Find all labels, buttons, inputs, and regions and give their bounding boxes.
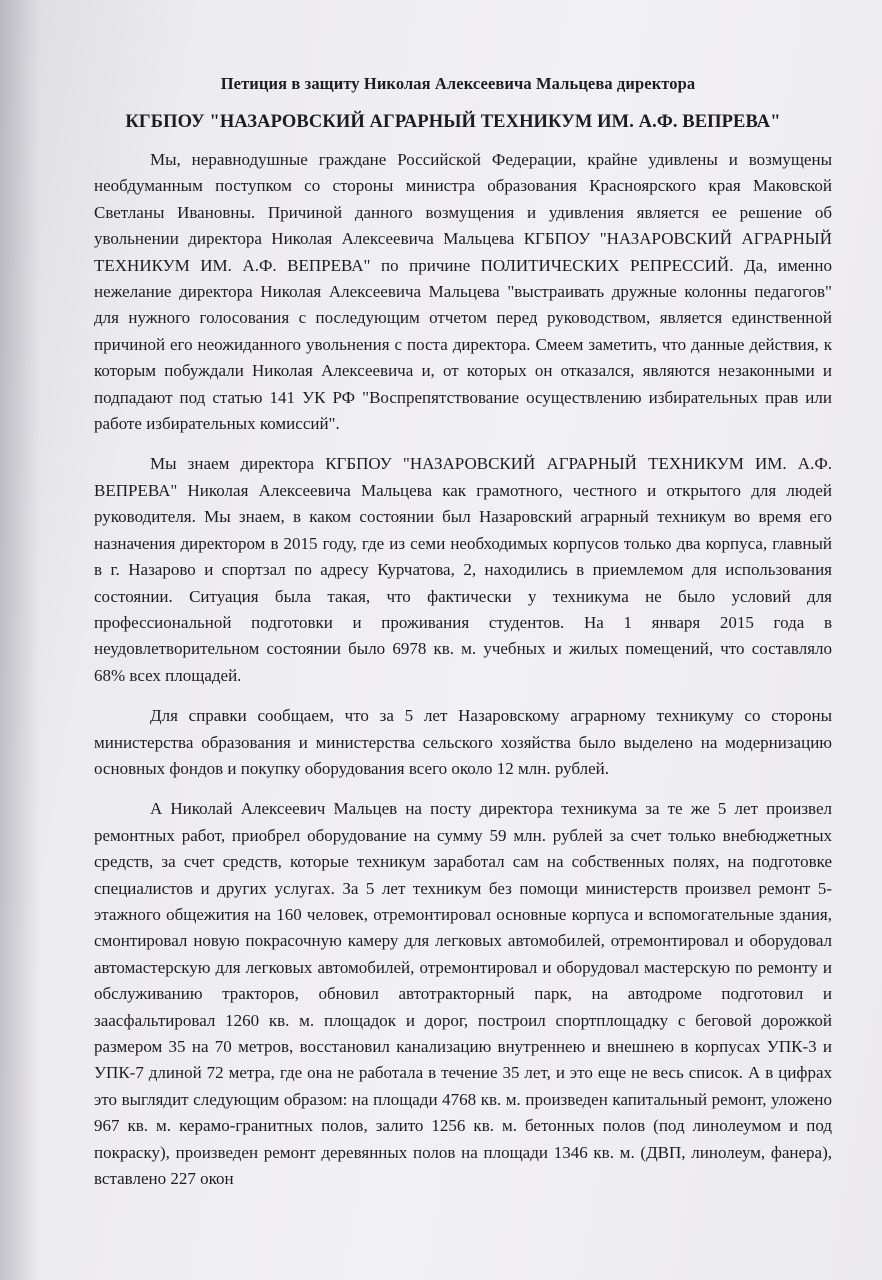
paragraph-intro: Мы, неравнодушные граждане Российской Федерации, крайне удивлены и возмущены необдуманным поступком со стороны министра образования Красноярского края Маковской Светланы Ивановны. Причиной данного возмущения и удивления является ее решение об увольнении директора Николая Алексеевича Мальцева КГБПОУ "НАЗАРОВСКИЙ АГРАРНЫЙ ТЕХНИКУМ ИМ. А.Ф. ВЕПРЕВА" по причине ПОЛИТИЧЕСКИХ РЕПРЕССИЙ. Да, именно нежелание директора Николая Алексеевича Мальцева "выстраивать дружные колонны педагогов" для нужного голосования с последующим отчетом перед руководством, является единственной причиной его неожиданного увольнения с поста директора. Смеем заметить, что данные действия, к которым побуждали Николая Алексеевича и, от которых он отказался, являются незаконными и подпадают под статью 141 УК РФ "Воспрепятствование осуществлению избирательных прав или работе избирательных комиссий". xyxy=(94,150,832,434)
petition-title: Петиция в защиту Николая Алексеевича Мальцева директора xyxy=(220,74,696,93)
paragraph-background: Мы знаем директора КГБПОУ "НАЗАРОВСКИЙ АГРАРНЫЙ ТЕХНИКУМ ИМ. А.Ф. ВЕПРЕВА" Николая Алексеевича Мальцева как грамотного, честного и открытого для людей руководителя. Мы знаем, в каком состоянии был Назаровский аграрный техникум во время его назначения директором в 2015 году, где из семи необходимых корпусов только два корпуса, главный в г. Назарово и спортзал по адресу Курчатова, 2, находились в приемлемом для использования состоянии. Ситуация была такая, что фактически у техникума не было условий для профессиональной подготовки и проживания студентов. На 1 января 2015 года в неудовлетворительном состоянии было 6978 кв. м. учебных и жилых помещений, что составляло 68% всех площадей. xyxy=(94,454,832,685)
paragraph-funding: Для справки сообщаем, что за 5 лет Назаровскому аграрному техникуму со стороны министерства образования и министерства сельского хозяйства было выделено на модернизацию основных фондов и покупку оборудования всего около 12 млн. рублей. xyxy=(94,706,832,778)
paragraph-achievements: А Николай Алексеевич Мальцев на посту директора техникума за те же 5 лет произвел ремонтных работ, приобрел оборудование на сумму 59 млн. рублей за счет только внебюджетных средств, за счет средств, которые техникум заработал сам на собственных полях, на подготовке специалистов и других услугах. За 5 лет техникум без помощи министерств произвел ремонт 5-этажного общежития на 160 человек, отремонтировал основные корпуса и вспомогательные здания, смонтировал новую покрасочную камеру для легковых автомобилей, отремонтировал и оборудовал автомастерскую для легковых автомобилей, отремонтировал и оборудовал мастерскую по ремонту и обслуживанию тракторов, обновил автотракторный парк, на автодроме подготовил и заасфальтировал 1260 кв. м. площадок и дорог, построил спортплощадку с беговой дорожкой размером 35 на 70 метров, восстановил канализацию внутреннею и внешнею в корпусах УПК-3 и УПК-7 длиной 72 метра, где она не работала в течение 35 лет, и это еще не весь список. А в цифрах это выглядит следующим образом: на площади 4768 кв. м. произведен капитальный ремонт, уложено 967 кв. м. керамо-гранитных полов, залито 1256 кв. м. бетонных полов (под линолеумом и под покраску), произведен ремонт деревянных полов на площади 1346 кв. м. (ДВП, линолеум, фанера), вставлено 227 окон xyxy=(94,799,832,1189)
institution-title: КГБПОУ "НАЗАРОВСКИЙ АГРАРНЫЙ ТЕХНИКУМ ИМ. А.Ф. ВЕПРЕВА" xyxy=(125,112,781,132)
